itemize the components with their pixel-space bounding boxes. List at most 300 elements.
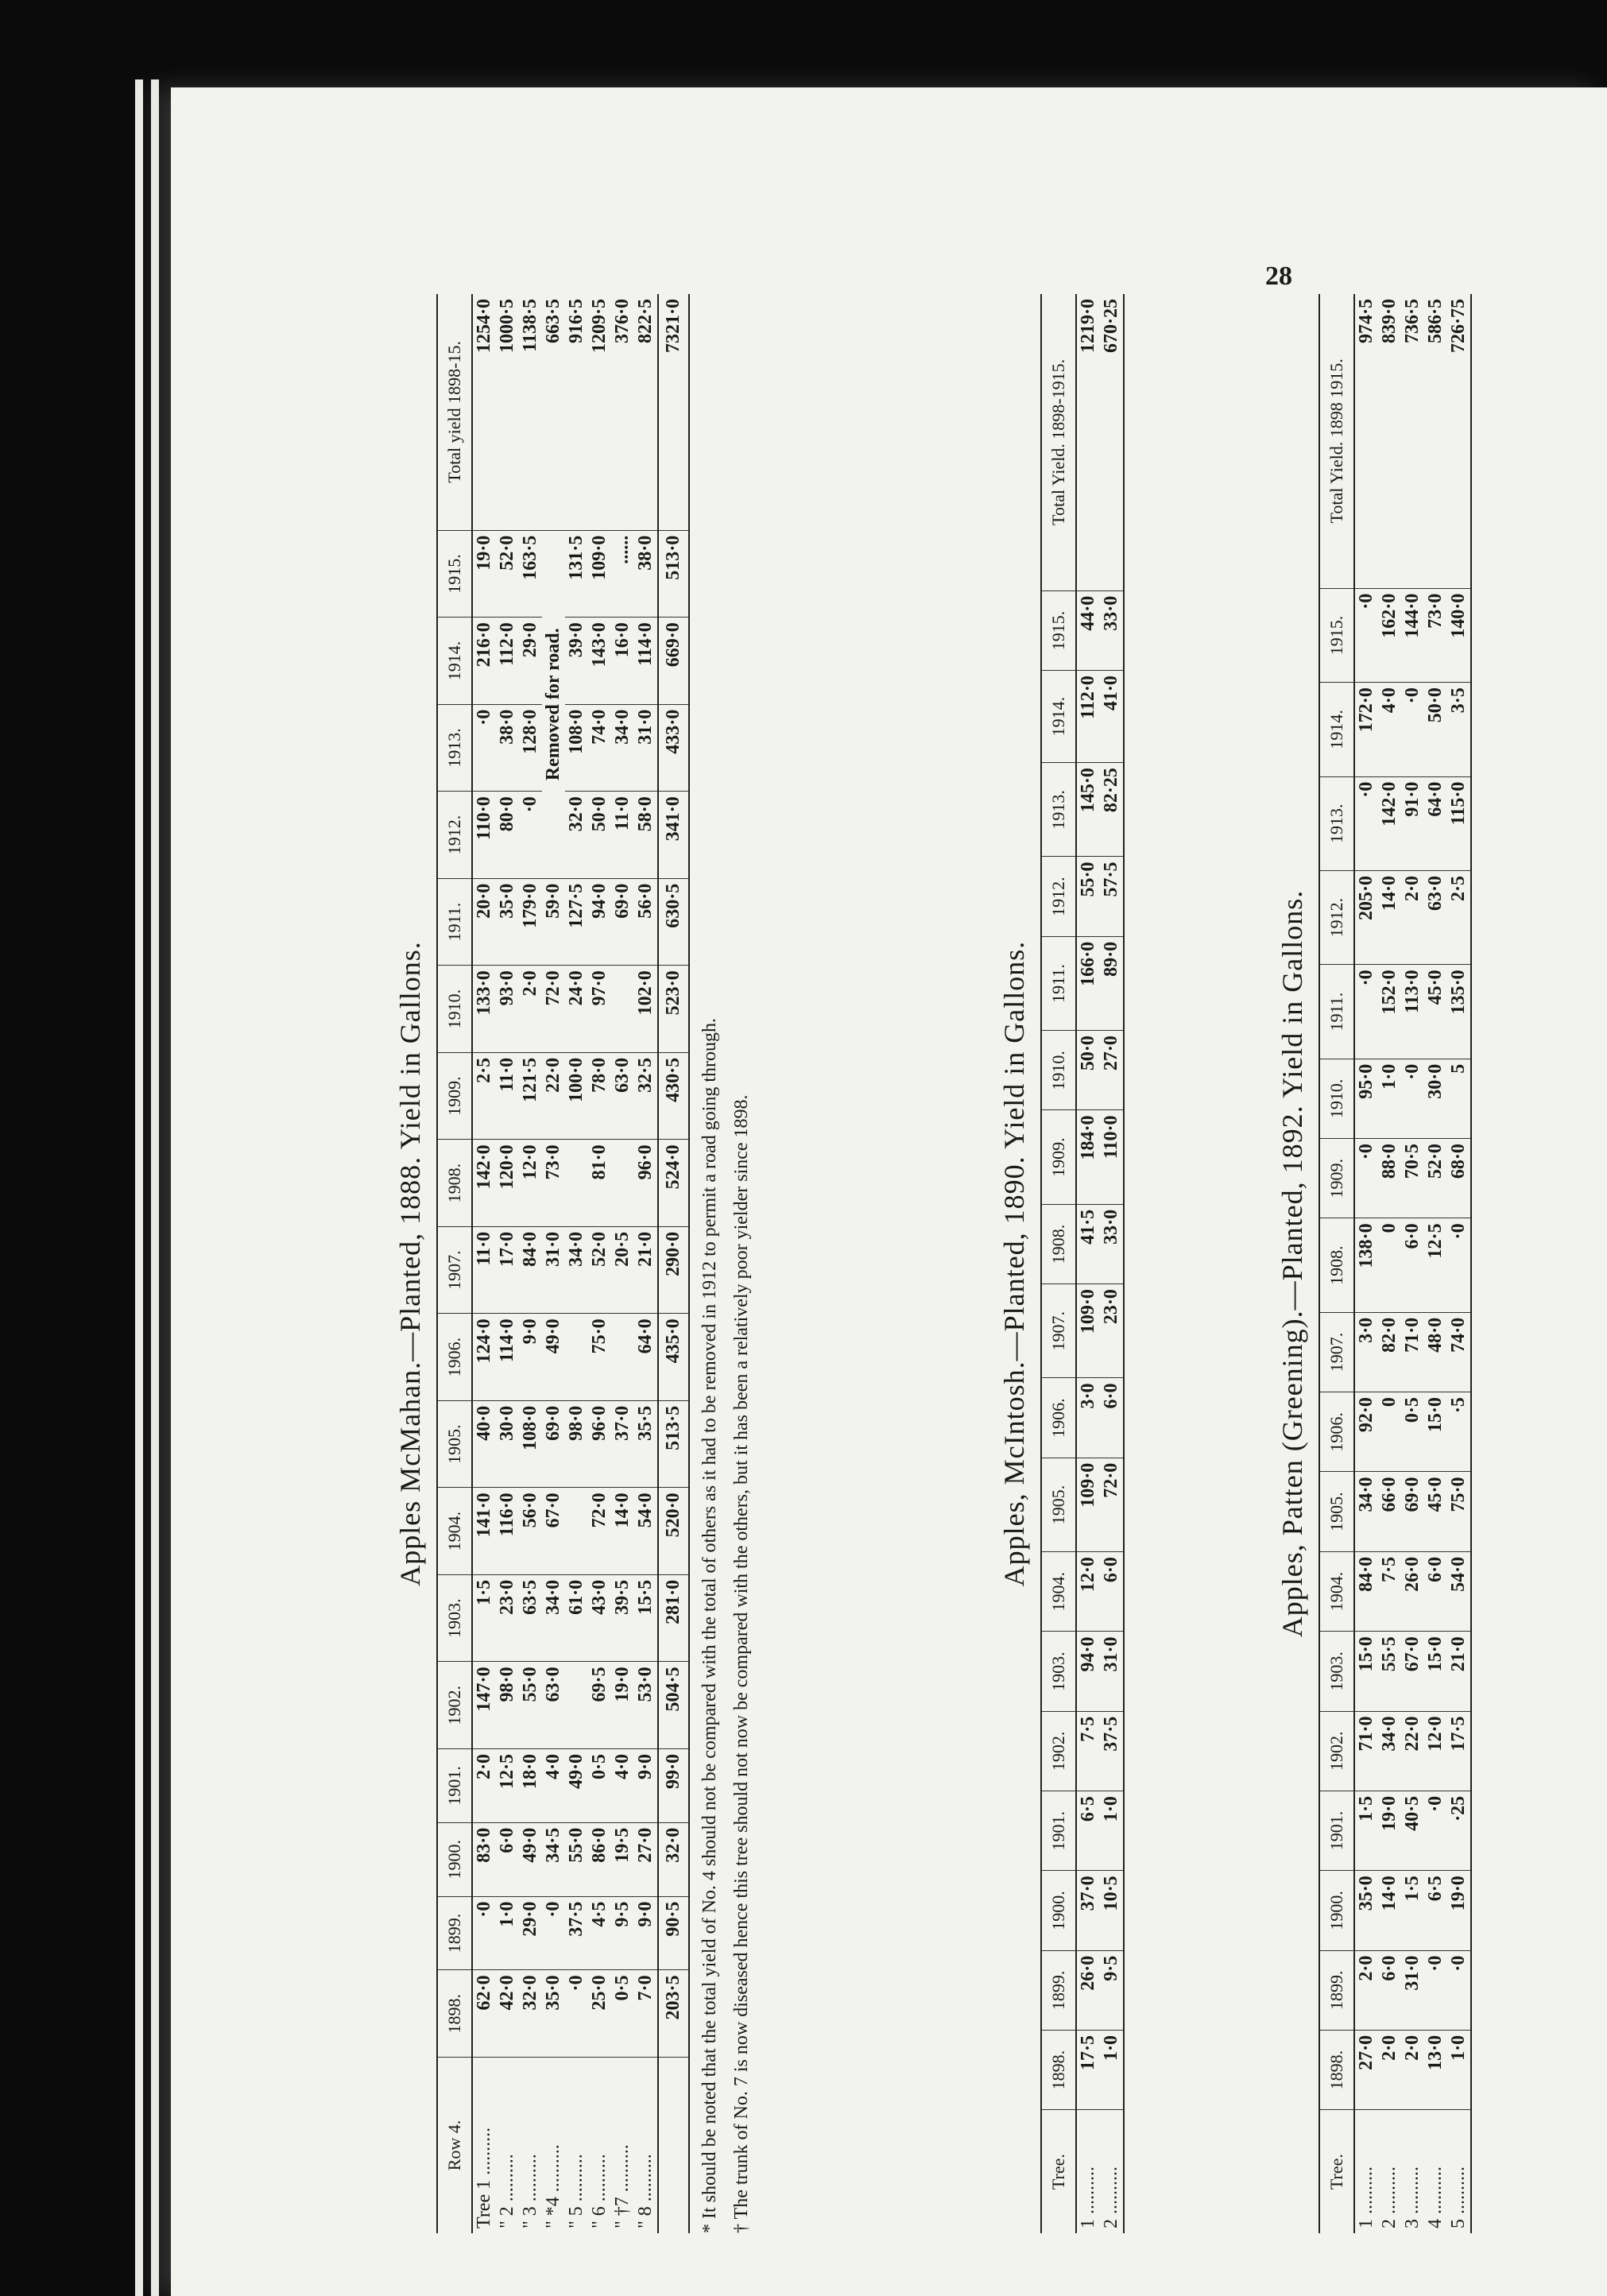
table-cell: 37·5 xyxy=(565,1896,588,1970)
table-cell: 6·0 xyxy=(1401,1218,1424,1312)
table-cell: 41·5 xyxy=(1076,1204,1100,1284)
table-cell: 144·0 xyxy=(1401,588,1424,682)
table-cell: ·0 xyxy=(1401,683,1424,776)
table-cell: 9·5 xyxy=(1100,1950,1124,2030)
table-cell: 19·0 xyxy=(611,1662,634,1749)
column-header: 1899. xyxy=(1319,1950,1354,2030)
table-cell: 4·0 xyxy=(542,1748,565,1822)
table-cell: 2·0 xyxy=(472,1748,496,1822)
table-cell: ...... xyxy=(611,530,634,618)
table-cell: 9·0 xyxy=(634,1896,658,1970)
table-cell: 26·0 xyxy=(1401,1551,1424,1631)
table-cell: 63·0 xyxy=(542,1662,565,1749)
table-cell: 91·0 xyxy=(1401,776,1424,870)
column-header: 1901. xyxy=(437,1748,472,1822)
mcmahan-table xyxy=(436,294,690,2233)
table-cell: 21·0 xyxy=(634,1226,658,1314)
table-cell: 67·0 xyxy=(542,1488,565,1575)
table-cell: 86·0 xyxy=(588,1822,611,1896)
table-cell: 4 .......... xyxy=(1425,2166,1446,2228)
table-cell: 586·5 xyxy=(1424,294,1447,588)
table-cell: 9·5 xyxy=(611,1896,634,1970)
table-cell: 20·0 xyxy=(472,878,496,966)
table-cell: 12·5 xyxy=(1424,1218,1447,1312)
table-cell: 3 .......... xyxy=(1402,2166,1423,2228)
table-cell: ·0 xyxy=(1424,1791,1447,1870)
table-cell: ·0 xyxy=(1447,1950,1471,2030)
table-cell: 69·0 xyxy=(611,878,634,966)
table-cell: 736·5 xyxy=(1401,294,1424,588)
page-edge xyxy=(151,79,159,2296)
table-cell: 112·0 xyxy=(496,618,519,705)
table-row xyxy=(519,294,542,2233)
column-header: 1908. xyxy=(437,1140,472,1227)
column-header: 1913. xyxy=(1319,776,1354,870)
total-cell: 99·0 xyxy=(658,1748,689,1822)
table-cell: 98·0 xyxy=(496,1662,519,1749)
column-header: 1898. xyxy=(1041,2031,1076,2110)
column-header: 1904. xyxy=(1319,1551,1354,1631)
table-cell: 108·0 xyxy=(519,1400,542,1488)
table-cell: 31·0 xyxy=(1100,1632,1124,1711)
table-cell: 97·0 xyxy=(588,966,611,1053)
column-header: 1904. xyxy=(1041,1552,1076,1632)
column-header: 1912. xyxy=(1041,857,1076,936)
table-row xyxy=(634,294,658,2233)
rotated-page-content xyxy=(362,261,1607,2281)
column-header: Total Yield. 1898 1915. xyxy=(1319,294,1354,588)
table-cell: 0·5 xyxy=(588,1748,611,1822)
table-cell: 96·0 xyxy=(634,1140,658,1227)
mcintosh-section xyxy=(997,294,1125,2233)
column-header: 1903. xyxy=(437,1574,472,1662)
column-header: 1912. xyxy=(437,792,472,879)
table-cell: 0 xyxy=(1378,1218,1401,1312)
column-header: Total Yield. 1898-1915. xyxy=(1041,294,1076,590)
column-header: 1909. xyxy=(437,1052,472,1140)
table-row xyxy=(496,294,519,2233)
total-cell: 513·0 xyxy=(658,530,689,618)
table-cell: ·0 xyxy=(542,1896,565,1970)
column-header: 1911. xyxy=(1041,936,1076,1030)
table-cell: 49·0 xyxy=(519,1822,542,1896)
total-cell: 433·0 xyxy=(658,704,689,792)
column-header: 1902. xyxy=(437,1662,472,1749)
table-cell: 6·0 xyxy=(496,1822,519,1896)
footnote-1: * It should be noted that the total yield of No. 4 should not be compared with the total of others as it had to be removed in 1912 to permit a road going through. xyxy=(699,1017,720,2233)
table-cell: 70·5 xyxy=(1401,1139,1424,1218)
table-cell: 115·0 xyxy=(1447,776,1471,870)
table-cell: 58·0 xyxy=(634,792,658,879)
column-header: 1915. xyxy=(437,530,472,618)
table-cell: 1·0 xyxy=(1447,2030,1471,2109)
table-cell: ·0 xyxy=(1354,965,1378,1059)
table-cell xyxy=(565,1314,588,1401)
page xyxy=(171,87,1607,2296)
table-cell: 2·0 xyxy=(1401,870,1424,964)
table-cell: 376·0 xyxy=(611,294,634,530)
totals-row xyxy=(658,294,689,2233)
table-cell: 1 .......... xyxy=(1356,2166,1377,2228)
table-cell: 35·0 xyxy=(542,1970,565,2058)
table-cell: 17·0 xyxy=(496,1226,519,1314)
table-cell: 1·5 xyxy=(1401,1871,1424,1950)
total-cell: 203·5 xyxy=(658,1970,689,2058)
total-cell: 281·0 xyxy=(658,1574,689,1662)
table-cell: " 5 .......... xyxy=(566,2154,587,2228)
column-header: 1910. xyxy=(1319,1059,1354,1138)
column-header: 1902. xyxy=(1319,1711,1354,1791)
table-cell: 4·5 xyxy=(588,1896,611,1970)
table-cell: 61·0 xyxy=(565,1574,588,1662)
column-header: 1900. xyxy=(437,1822,472,1896)
table-cell: 96·0 xyxy=(588,1400,611,1488)
table-cell: 88·0 xyxy=(1378,1139,1401,1218)
table-cell: 48·0 xyxy=(1424,1312,1447,1392)
column-header: 1911. xyxy=(437,878,472,966)
table-cell: 1·0 xyxy=(496,1896,519,1970)
table-cell: 7·5 xyxy=(1378,1551,1401,1631)
table-cell: 19·0 xyxy=(1447,1871,1471,1950)
table-cell: 75·0 xyxy=(588,1314,611,1401)
table-cell: 31·0 xyxy=(1401,1950,1424,2030)
table-row xyxy=(565,294,588,2233)
table-cell: 67·0 xyxy=(1401,1632,1424,1711)
table-cell: 3·0 xyxy=(1076,1378,1100,1458)
table-cell: 30·0 xyxy=(1424,1059,1447,1138)
patten-title: Apples, Patten (Greening).—Planted, 1892. Yield in Gallons. xyxy=(1276,889,1308,1638)
table-cell: 34·0 xyxy=(1354,1472,1378,1551)
table-cell: 30·0 xyxy=(496,1400,519,1488)
table-cell: 6·5 xyxy=(1424,1871,1447,1950)
table-cell: 12·0 xyxy=(1076,1552,1100,1632)
table-cell: ·0 xyxy=(1354,776,1378,870)
total-cell: 669·0 xyxy=(658,618,689,705)
table-cell: 14·0 xyxy=(1378,870,1401,964)
column-header: 1903. xyxy=(1319,1632,1354,1711)
table-cell: 127·5 xyxy=(565,878,588,966)
table-cell: 142·0 xyxy=(472,1140,496,1227)
table-cell: 10·5 xyxy=(1100,1871,1124,1950)
table-cell: 143·0 xyxy=(588,618,611,705)
table-cell: 29·0 xyxy=(519,1896,542,1970)
table-cell: 12·0 xyxy=(1424,1711,1447,1791)
table-cell: 133·0 xyxy=(472,966,496,1053)
table-cell: 62·0 xyxy=(472,1970,496,2058)
table-cell: 120·0 xyxy=(496,1140,519,1227)
table-cell: 109·0 xyxy=(1076,1284,1100,1378)
table-cell: 33·0 xyxy=(1100,590,1124,670)
table-cell: 113·0 xyxy=(1401,965,1424,1059)
table-cell: 11·0 xyxy=(611,792,634,879)
table-cell: 116·0 xyxy=(496,1488,519,1575)
column-header: 1906. xyxy=(437,1314,472,1401)
table-row xyxy=(611,294,634,2233)
table-cell: 72·0 xyxy=(1100,1458,1124,1551)
table-cell: 38·0 xyxy=(496,704,519,792)
table-cell: 0·5 xyxy=(611,1970,634,2058)
table-cell: 184·0 xyxy=(1076,1110,1100,1204)
table-cell: 23·0 xyxy=(496,1574,519,1662)
table-cell: 2·0 xyxy=(519,966,542,1053)
table-cell: 32·5 xyxy=(634,1052,658,1140)
table-cell: ·25 xyxy=(1447,1791,1471,1870)
mcintosh-title: Apples, McIntosh.—Planted, 1890. Yield in Gallons. xyxy=(998,940,1030,1587)
column-header: 1903. xyxy=(1041,1632,1076,1711)
table-cell: ·0 xyxy=(1424,1950,1447,2030)
table-cell: 52·0 xyxy=(588,1226,611,1314)
table-cell: 670·25 xyxy=(1100,294,1124,590)
table-cell: 72·0 xyxy=(542,966,565,1053)
table-cell: 53·0 xyxy=(634,1662,658,1749)
table-cell: 172·0 xyxy=(1354,683,1378,776)
table-cell: 916·5 xyxy=(565,294,588,530)
table-row xyxy=(542,294,565,2233)
table-cell: 27·0 xyxy=(1354,2030,1378,2109)
table-cell: 81·0 xyxy=(588,1140,611,1227)
table-cell: 52·0 xyxy=(1424,1139,1447,1218)
column-header: 1907. xyxy=(1041,1284,1076,1378)
table-cell: 4·0 xyxy=(1378,683,1401,776)
table-cell: 9·0 xyxy=(634,1748,658,1822)
table-cell: 216·0 xyxy=(472,618,496,705)
column-header: 1905. xyxy=(1319,1472,1354,1551)
table-cell: 43·0 xyxy=(588,1574,611,1662)
table-cell: 35·0 xyxy=(1354,1871,1378,1950)
table-cell: 73·0 xyxy=(542,1140,565,1227)
table-cell: 1·5 xyxy=(1354,1791,1378,1870)
table-cell: 2·5 xyxy=(1447,870,1471,964)
table-cell: " *4 .......... xyxy=(543,2144,563,2228)
removed-for-road-note: Removed for road. xyxy=(542,530,565,878)
table-cell: 27·0 xyxy=(1100,1031,1124,1110)
table-row xyxy=(1076,294,1100,2233)
column-header: 1908. xyxy=(1041,1204,1076,1284)
table-row xyxy=(1354,294,1378,2233)
table-cell: 822·5 xyxy=(634,294,658,530)
column-header: 1905. xyxy=(1041,1458,1076,1551)
table-cell: 205·0 xyxy=(1354,870,1378,964)
table-cell: 108·0 xyxy=(565,704,588,792)
table-cell: 34·0 xyxy=(565,1226,588,1314)
table-cell: 63·0 xyxy=(1424,870,1447,964)
table-cell: 141·0 xyxy=(472,1488,496,1575)
table-cell: 39·5 xyxy=(611,1574,634,1662)
footnote-2: † The trunk of No. 7 is now diseased hence this tree should not now be compared with the others, but it has been a relatively poor yielder since 1898. xyxy=(731,1094,752,2233)
table-cell: 140·0 xyxy=(1447,588,1471,682)
table-cell: 22·0 xyxy=(542,1052,565,1140)
table-cell: 98·0 xyxy=(565,1400,588,1488)
patten-table xyxy=(1319,294,1472,2233)
table-cell: 34·0 xyxy=(542,1574,565,1662)
total-cell: 513·5 xyxy=(658,1400,689,1488)
table-cell: 57·5 xyxy=(1100,857,1124,936)
table-cell: 138·0 xyxy=(1354,1218,1378,1312)
table-cell: 93·0 xyxy=(496,966,519,1053)
table-cell: 32·0 xyxy=(519,1970,542,2058)
table-row xyxy=(1100,294,1124,2233)
table-cell: 95·0 xyxy=(1354,1059,1378,1138)
column-header: 1899. xyxy=(437,1896,472,1970)
table-cell: 7·5 xyxy=(1076,1711,1100,1791)
column-header: Tree. xyxy=(1041,2110,1076,2233)
mcmahan-section xyxy=(393,294,753,2233)
column-header: 1911. xyxy=(1319,965,1354,1059)
table-cell: 166·0 xyxy=(1076,936,1100,1030)
table-cell: 12·0 xyxy=(519,1140,542,1227)
column-header: 1914. xyxy=(437,618,472,705)
table-cell: 37·0 xyxy=(1076,1871,1100,1950)
column-header: 1907. xyxy=(1319,1312,1354,1392)
table-cell: 2 .......... xyxy=(1379,2166,1400,2228)
table-cell: 0·5 xyxy=(1401,1392,1424,1472)
table-cell: 162·0 xyxy=(1378,588,1401,682)
table-cell: 1000·5 xyxy=(496,294,519,530)
mcintosh-table xyxy=(1040,294,1125,2233)
table-cell: ·0 xyxy=(472,1896,496,1970)
table-cell: 37·0 xyxy=(611,1400,634,1488)
table-cell: 1219·0 xyxy=(1076,294,1100,590)
table-cell: 2·0 xyxy=(1354,1950,1378,2030)
table-cell: 15·0 xyxy=(1424,1632,1447,1711)
table-cell: 2·0 xyxy=(1401,2030,1424,2109)
table-cell: 145·0 xyxy=(1076,763,1100,857)
table-cell: 69·0 xyxy=(1401,1472,1424,1551)
column-header: Tree. xyxy=(1319,2110,1354,2233)
table-cell: 121·5 xyxy=(519,1052,542,1140)
table-cell: Tree 1 .......... xyxy=(474,2127,494,2228)
table-cell: 84·0 xyxy=(519,1226,542,1314)
table-row xyxy=(1378,294,1401,2233)
column-header: 1906. xyxy=(1319,1392,1354,1472)
table-cell: 71·0 xyxy=(1401,1312,1424,1392)
table-cell: 82·0 xyxy=(1378,1312,1401,1392)
table-cell: 109·0 xyxy=(1076,1458,1100,1551)
mcmahan-title: Apples McMahan.—Planted, 1888. Yield in Gallons. xyxy=(394,941,426,1586)
table-cell: 22·0 xyxy=(1401,1711,1424,1791)
table-cell: 114·0 xyxy=(634,618,658,705)
table-cell: 6·0 xyxy=(1424,1551,1447,1631)
table-cell: 89·0 xyxy=(1100,936,1124,1030)
table-cell: 114·0 xyxy=(496,1314,519,1401)
column-header: 1908. xyxy=(1319,1218,1354,1312)
table-cell: 110·0 xyxy=(1100,1110,1124,1204)
page-number: 28 xyxy=(1265,261,1292,291)
table-cell: ·0 xyxy=(1401,1059,1424,1138)
table-cell: 9·0 xyxy=(519,1314,542,1401)
table-cell: 110·0 xyxy=(472,792,496,879)
table-cell: 34·0 xyxy=(1378,1711,1401,1791)
table-cell xyxy=(565,1662,588,1749)
total-cell: 32·0 xyxy=(658,1822,689,1896)
table-row xyxy=(1424,294,1447,2233)
column-header: 1905. xyxy=(437,1400,472,1488)
column-header: 1910. xyxy=(1041,1031,1076,1110)
table-cell: 35·0 xyxy=(496,878,519,966)
column-header: 1898. xyxy=(437,1970,472,2058)
total-cell: 630·5 xyxy=(658,878,689,966)
table-cell: 726·75 xyxy=(1447,294,1471,588)
table-cell: 94·0 xyxy=(588,878,611,966)
table-cell: 14·0 xyxy=(611,1488,634,1575)
column-header: 1909. xyxy=(1041,1110,1076,1204)
table-cell: 52·0 xyxy=(496,530,519,618)
table-cell: 2·5 xyxy=(472,1052,496,1140)
table-cell: 63·5 xyxy=(519,1574,542,1662)
column-header: 1899. xyxy=(1041,1950,1076,2030)
table-cell: 32·0 xyxy=(565,792,588,879)
patten-section xyxy=(1276,294,1472,2233)
table-cell: 14·0 xyxy=(1378,1871,1401,1950)
table-cell: 83·0 xyxy=(472,1822,496,1896)
table-cell: 152·0 xyxy=(1378,965,1401,1059)
table-cell: 1254·0 xyxy=(472,294,496,530)
table-cell: 56·0 xyxy=(519,1488,542,1575)
table-cell: ·0 xyxy=(1447,1218,1471,1312)
table-cell: 80·0 xyxy=(496,792,519,879)
table-cell: 75·0 xyxy=(1447,1472,1471,1551)
total-cell: 523·0 xyxy=(658,966,689,1053)
table-cell: 2·0 xyxy=(1378,2030,1401,2109)
table-cell: ·0 xyxy=(519,792,542,879)
table-cell: 68·0 xyxy=(1447,1139,1471,1218)
column-header: 1909. xyxy=(1319,1139,1354,1218)
table-cell: 11·0 xyxy=(472,1226,496,1314)
table-cell: 1138·5 xyxy=(519,294,542,530)
table-cell: 20·5 xyxy=(611,1226,634,1314)
table-cell: 54·0 xyxy=(1447,1551,1471,1631)
table-cell: 78·0 xyxy=(588,1052,611,1140)
table-cell: 71·0 xyxy=(1354,1711,1378,1791)
table-cell: 55·5 xyxy=(1378,1632,1401,1711)
total-cell: 504·5 xyxy=(658,1662,689,1749)
table-cell: 1·0 xyxy=(1378,1059,1401,1138)
table-cell: 3·5 xyxy=(1447,683,1471,776)
table-cell: 3·0 xyxy=(1354,1312,1378,1392)
table-cell: 37·5 xyxy=(1100,1711,1124,1791)
table-cell: 64·0 xyxy=(1424,776,1447,870)
column-header: 1910. xyxy=(437,966,472,1053)
table-cell: 124·0 xyxy=(472,1314,496,1401)
table-cell: " 6 .......... xyxy=(589,2154,610,2228)
table-cell: 6·0 xyxy=(1100,1552,1124,1632)
table-cell: 6·0 xyxy=(1378,1950,1401,2030)
table-cell: 16·0 xyxy=(611,618,634,705)
total-cell: 341·0 xyxy=(658,792,689,879)
table-cell: 69·0 xyxy=(542,1400,565,1488)
table-cell: 1·0 xyxy=(1100,1791,1124,1871)
table-cell: 11·0 xyxy=(496,1052,519,1140)
page-edge xyxy=(135,79,143,2296)
table-cell: 40·0 xyxy=(472,1400,496,1488)
table-cell: 15·5 xyxy=(634,1574,658,1662)
table-row xyxy=(1447,294,1471,2233)
table-cell: 26·0 xyxy=(1076,1950,1100,2030)
table-cell: 1·5 xyxy=(472,1574,496,1662)
table-cell: 18·0 xyxy=(519,1748,542,1822)
table-cell: 2 .......... xyxy=(1100,2110,1124,2233)
table-cell: 38·0 xyxy=(634,530,658,618)
table-row xyxy=(588,294,611,2233)
table-cell: 31·0 xyxy=(634,704,658,792)
table-cell: ·5 xyxy=(1447,1392,1471,1472)
table-cell: 102·0 xyxy=(634,966,658,1053)
column-header: 1904. xyxy=(437,1488,472,1575)
total-cell: 524·0 xyxy=(658,1140,689,1227)
table-cell: 56·0 xyxy=(634,878,658,966)
table-cell: 34·5 xyxy=(542,1822,565,1896)
table-cell: 17·5 xyxy=(1447,1711,1471,1791)
